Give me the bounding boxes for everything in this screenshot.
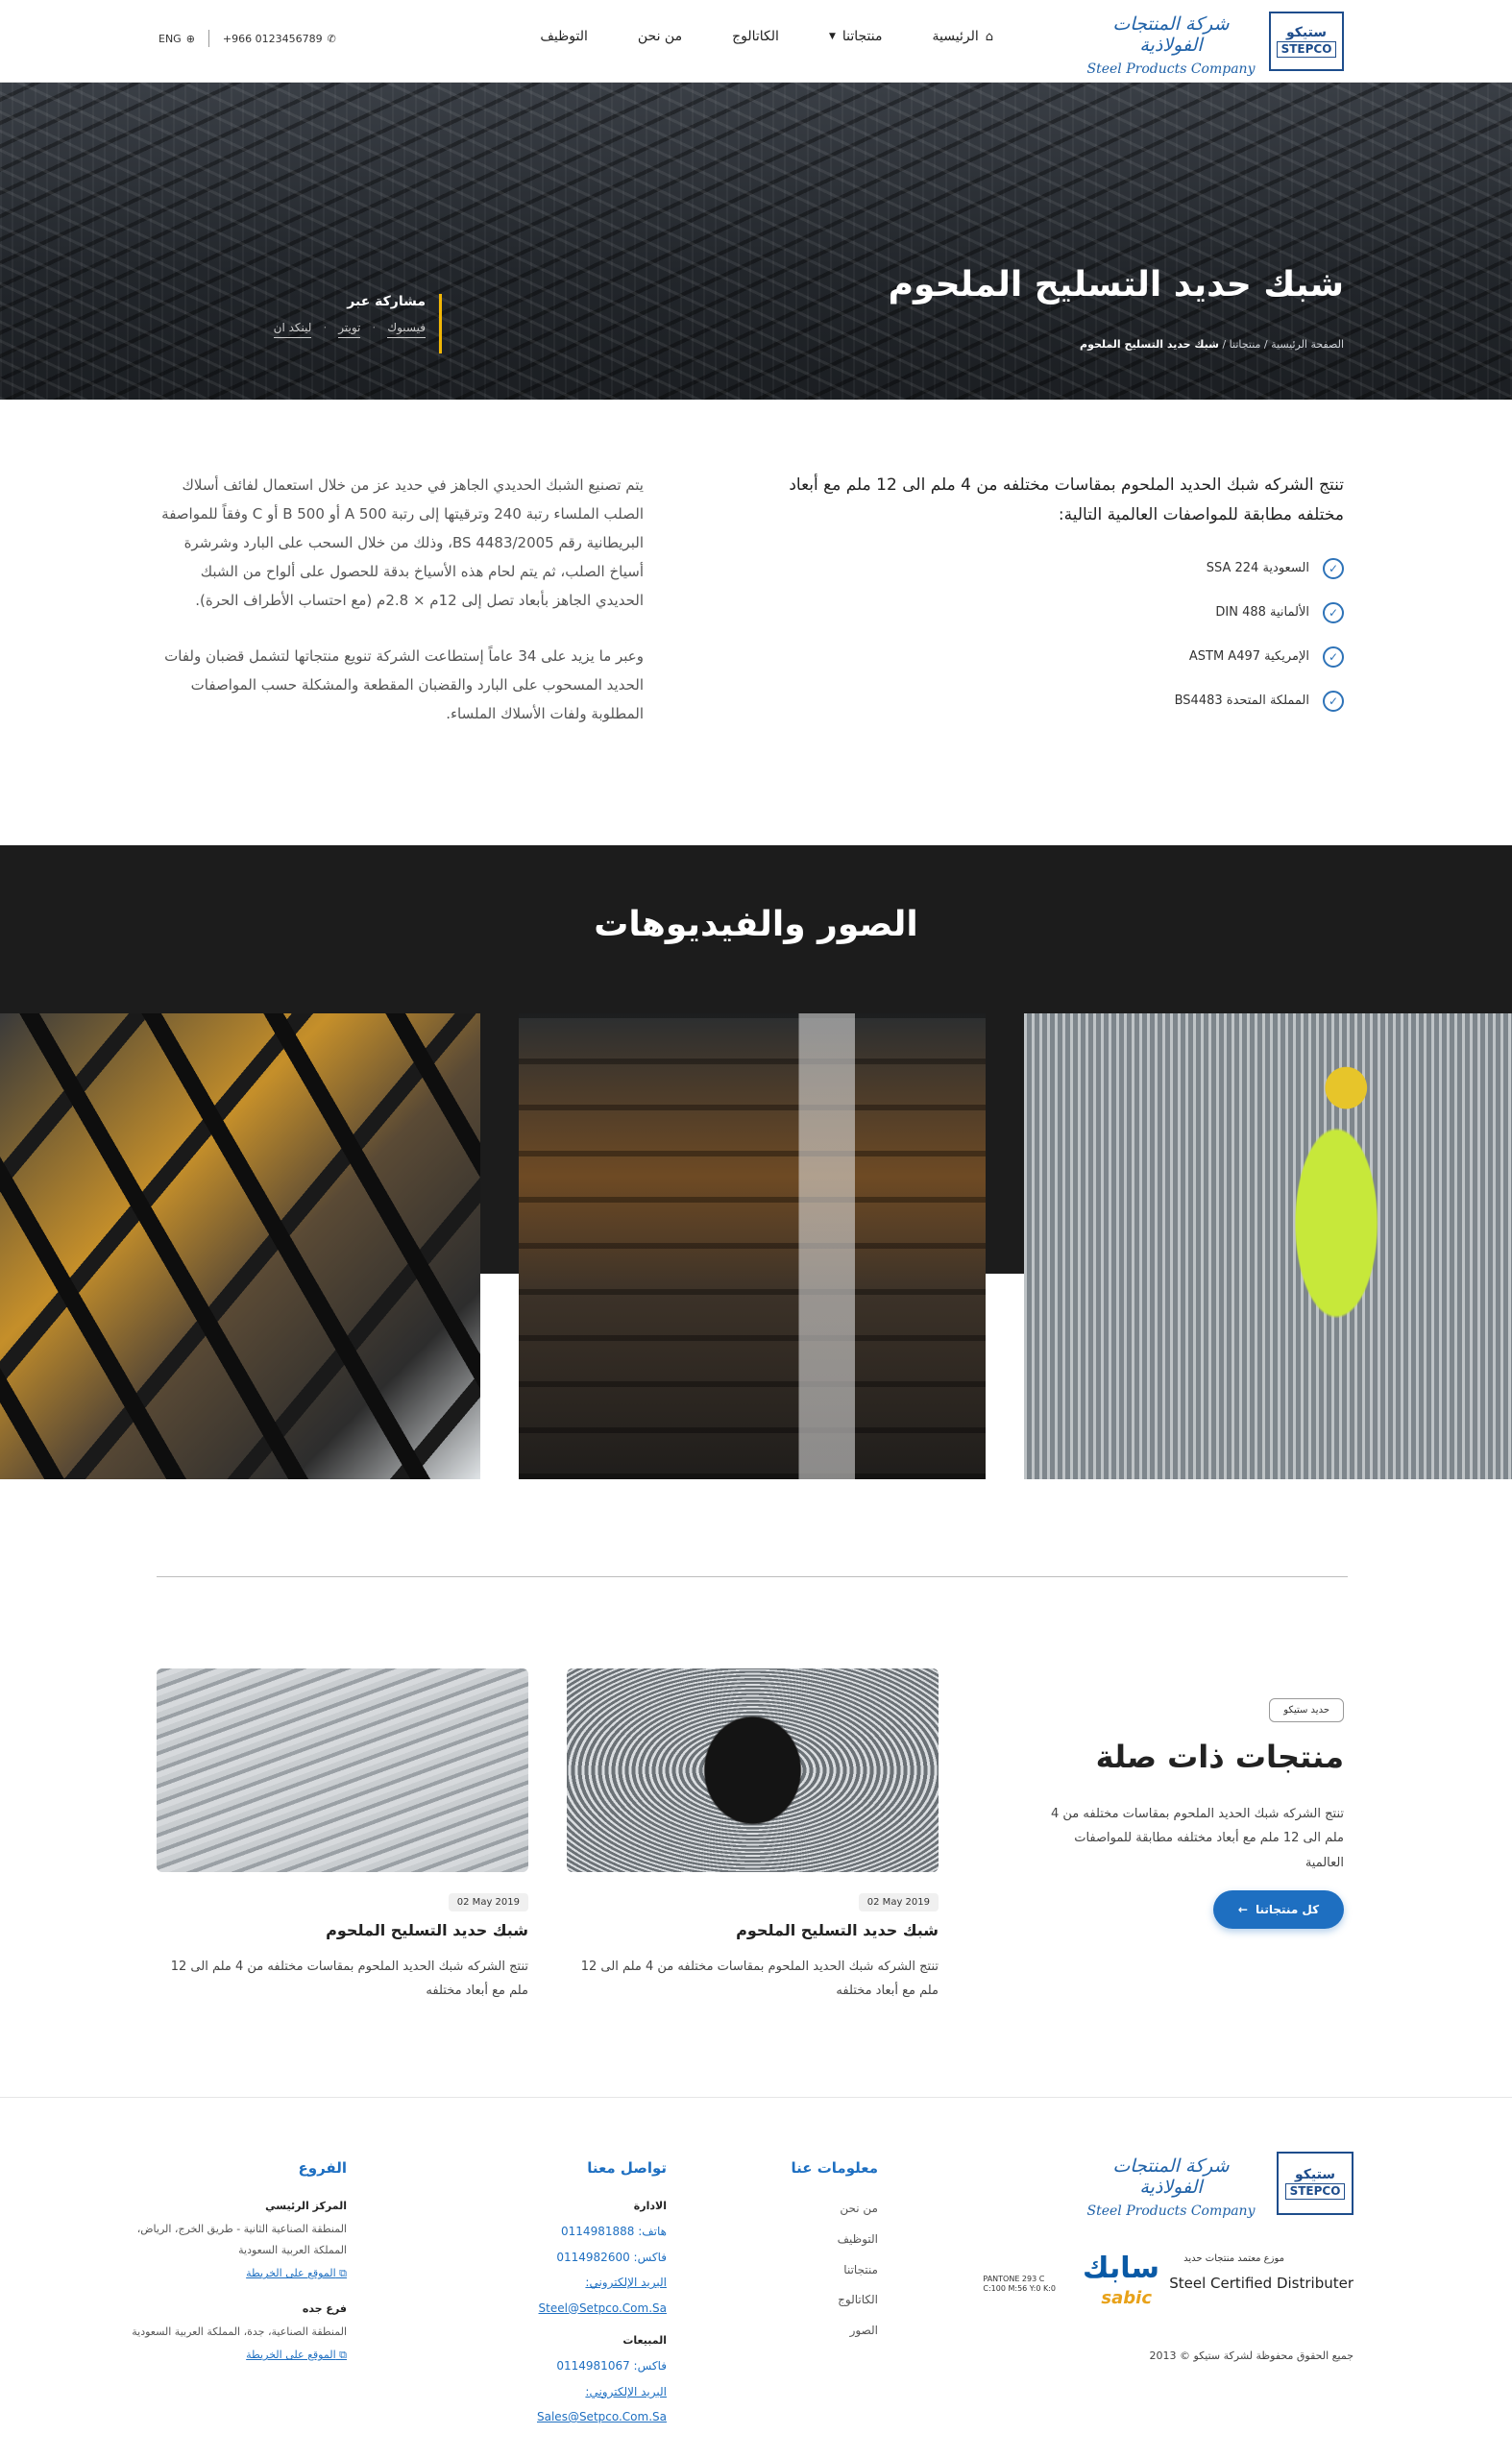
nav-about-label: من نحن	[637, 29, 683, 44]
all-products-label: كل منتجاتنا	[1255, 1903, 1320, 1916]
nav-about[interactable]	[638, 29, 682, 44]
utility-divider	[208, 30, 209, 47]
card-image-steel-bars[interactable]	[157, 1668, 528, 1872]
footer-link-careers[interactable]: التوظيف	[837, 2231, 878, 2246]
card-image-wire-coils[interactable]	[567, 1668, 939, 1872]
media-title: الصور والفيديوهات	[594, 905, 918, 944]
spec-label: الإمريكية ASTM A497	[1188, 649, 1309, 665]
chevron-down-icon: ▼	[828, 32, 836, 41]
footer-about-title: معلومات عنا	[791, 2159, 878, 2177]
product-card[interactable]	[567, 1668, 939, 2004]
media-gallery	[0, 845, 1512, 1479]
nav-careers[interactable]	[540, 29, 587, 44]
breadcrumb-path[interactable]: الصفحة الرئيسية / منتجاتنا /	[1222, 338, 1344, 351]
spec-label: السعودية SSA 224	[1206, 561, 1309, 576]
footer-logo[interactable]	[1065, 2152, 1353, 2219]
spec-item	[768, 646, 1344, 668]
section-divider	[157, 1576, 1348, 1577]
arrow-left-icon: ←	[1237, 1903, 1248, 1916]
footer-link-about[interactable]: من نحن	[840, 2202, 878, 2215]
sabic-logo-arabic: سابك	[1083, 2252, 1159, 2285]
card-title[interactable]: شبك حديد التسليح الملحوم	[326, 1921, 528, 1939]
logo-arabic-text: شركة المنتجات الفولاذية	[1112, 13, 1230, 56]
main-nav	[490, 29, 993, 44]
jeddah-map-link[interactable]	[126, 2343, 347, 2368]
share-twitter[interactable]: تويتر	[338, 321, 360, 338]
sales-label: المبيعات	[622, 2333, 667, 2347]
jeddah-address: المنطقة الصناعية، جدة، المملكة العربية السعودية	[132, 2325, 347, 2339]
footer-branches-title: الفروع	[298, 2159, 347, 2177]
nav-home-label: الرئيسية	[932, 29, 979, 44]
spec-item	[768, 691, 1344, 712]
product-card[interactable]	[157, 1668, 528, 2004]
logo-mark	[1277, 2152, 1353, 2215]
related-description: تنتج الشركه شبك الحديد الملحوم بمقاسات مختلفه من 4 ملم الى 12 ملم مع أبعاد مختلفه مطابقة للمواصفات العالمية	[1051, 1807, 1344, 1870]
gallery-photo-factory[interactable]	[519, 1013, 986, 1479]
logo-english-text: Steel Products Company	[1086, 61, 1256, 77]
globe-icon: ⊕	[185, 32, 195, 45]
hq-address: المنطقة الصناعية الثانية - طريق الخرج، الرياض، المملكة العربية السعودية	[136, 2223, 347, 2257]
logo-box-arabic: ستيكو	[1285, 24, 1328, 40]
phone-icon: ✆	[327, 32, 336, 45]
card-title[interactable]: شبك حديد التسليح الملحوم	[736, 1921, 939, 1939]
nav-products-label: منتجاتنا	[841, 29, 883, 44]
sales-email[interactable]: البريد الإلكتروني: Sales@Setpco.Com.Sa	[537, 2384, 667, 2424]
admin-email[interactable]: البريد الإلكتروني: Steel@Setpco.Com.Sa	[538, 2276, 667, 2315]
spec-list	[768, 558, 1344, 712]
share-links	[250, 321, 426, 338]
nav-careers-label: التوظيف	[540, 29, 588, 44]
spec-item	[768, 558, 1344, 579]
share-facebook[interactable]: فيسبوك	[387, 321, 426, 338]
all-products-button[interactable]	[1213, 1890, 1344, 1929]
footer-branches	[126, 2159, 347, 2369]
footer-link-catalog[interactable]: الكاتالوج	[838, 2293, 878, 2307]
phone-number: +966 0123456789	[222, 32, 323, 45]
check-circle-icon: ✓	[1323, 558, 1344, 579]
logo-wordmark	[1085, 13, 1257, 77]
map-link-label: الموقع على الخريطة	[246, 2267, 336, 2280]
intro-main	[768, 471, 1344, 735]
sales-fax: فاكس: 0114981067	[556, 2359, 667, 2374]
nav-products[interactable]	[829, 29, 883, 44]
breadcrumb	[1080, 338, 1344, 351]
spec-item	[768, 602, 1344, 623]
external-link-icon: ⧉	[335, 2267, 347, 2280]
sabic-certified-text: Steel Certified Distributer	[1169, 2275, 1353, 2292]
language-label: ENG	[159, 32, 182, 45]
header-utility	[159, 30, 336, 47]
copyright-text: جميع الحقوق محفوظة لشركة ستيكو © 2013	[1149, 2349, 1353, 2362]
check-circle-icon: ✓	[1323, 646, 1344, 668]
intro-lead: تنتج الشركه شبك الحديد الملحوم بمقاسات مختلفه من 4 ملم الى 12 ملم مع أبعاد مختلفه مطابقة للمواصفات العالمية التالية:	[789, 475, 1344, 525]
spec-label: الألمانية DIN 488	[1215, 605, 1309, 621]
admin-label: الادارة	[633, 2200, 667, 2212]
share-title: مشاركة عبر	[347, 294, 426, 309]
nav-catalog-label: الكاتالوج	[732, 29, 779, 44]
jeddah-label: فرع جده	[302, 2301, 347, 2315]
related-title: منتجات ذات صلة	[1095, 1739, 1344, 1775]
hq-map-link[interactable]	[126, 2261, 347, 2286]
intro-paragraph-1: يتم تصنيع الشبك الحديدي الجاهز في حديد عز من خلال استعمال لفائف أسلاك الصلب الملساء رتبة 240 وترقيتها إلى رتبة A 500 أو B 500 أو C وفقاً للمواصفة البريطانية رقم BS 4483/2005، وذلك من خلال السحب على البارد وشرشرة أسياخ الصلب، ثم يتم لحام هذه الأسياخ بدقة للحصول على ألواح من الشبك الحديدي الجاهز بأبعاد تصل إلى 12م × 2.8م (مع احتساب الأطراف الحرة).	[161, 476, 644, 609]
pantone-line-2: C:100 M:56 Y:0 K:0	[983, 2284, 1056, 2294]
pantone-line-1: PANTONE 293 C	[983, 2275, 1045, 2283]
logo-wordmark	[1085, 2155, 1257, 2219]
sabic-logo-english: sabic	[1101, 2288, 1152, 2308]
card-date: 02 May 2019	[859, 1893, 939, 1911]
company-logo[interactable]	[1085, 12, 1344, 77]
breadcrumb-current: شبك حديد التسليح الملحوم	[1080, 338, 1219, 351]
footer-contact-title: تواصل معنا	[587, 2159, 667, 2177]
card-description: تنتج الشركه شبك الحديد الملحوم بمقاسات مختلفه من 4 ملم الى 12 ملم مع أبعاد مختلفه	[170, 1960, 528, 1999]
admin-phone[interactable]: هاتف: 0114981888	[561, 2225, 667, 2239]
related-tag: حديد ستيكو	[1269, 1698, 1344, 1722]
hq-label: المركز الرئيسي	[265, 2200, 347, 2212]
intro-details	[154, 471, 644, 728]
page-title: شبك حديد التسليح الملحوم	[888, 265, 1344, 304]
pantone-info	[983, 2275, 1056, 2295]
gallery-photo-worker[interactable]	[1024, 1013, 1512, 1479]
check-circle-icon: ✓	[1323, 602, 1344, 623]
phone-link[interactable]	[223, 33, 336, 45]
card-description: تنتج الشركه شبك الحديد الملحوم بمقاسات مختلفه من 4 ملم الى 12 ملم مع أبعاد مختلفه	[580, 1960, 939, 1999]
logo-box-english: STEPCO	[1277, 41, 1337, 59]
map-link-label: الموقع على الخريطة	[246, 2349, 336, 2362]
gallery-photo-steel-structure[interactable]	[0, 1013, 480, 1479]
logo-english-text: Steel Products Company	[1086, 2203, 1256, 2219]
intro-paragraph-2: وعبر ما يزيد على 34 عاماً إستطاعت الشركة تنويع منتجاتها لتشمل قضبان ولفات الحديد المسحوب على البارد والقضبان المقطعة والمشكلة حسب المواصفات المطلوبة ولفات الأسلاك الملساء.	[164, 647, 644, 722]
admin-fax: فاكس: 0114982600	[556, 2250, 667, 2264]
sabic-tagline: موزع معتمد منتجات حديد	[1183, 2253, 1284, 2264]
language-switch[interactable]	[159, 33, 195, 45]
site-footer	[0, 2097, 1512, 2459]
share-linkedin[interactable]: لينكد ان	[274, 321, 312, 338]
sabic-certification	[969, 2252, 1353, 2309]
footer-link-products[interactable]: منتجاتنا	[843, 2262, 878, 2276]
footer-about	[753, 2159, 878, 2347]
nav-home[interactable]	[933, 29, 994, 44]
logo-box-english: STEPCO	[1285, 2183, 1346, 2201]
share-separator: ·	[323, 321, 328, 334]
spec-label: المملكة المتحدة BS4483	[1174, 694, 1309, 709]
external-link-icon: ⧉	[335, 2349, 347, 2362]
share-separator: ·	[372, 321, 377, 334]
footer-link-photos[interactable]: الصور	[849, 2324, 878, 2338]
site-header	[0, 0, 1512, 83]
nav-catalog[interactable]	[732, 29, 779, 44]
share-box	[250, 294, 442, 353]
logo-mark	[1269, 12, 1344, 71]
page-hero	[0, 83, 1512, 400]
check-circle-icon: ✓	[1323, 691, 1344, 712]
logo-arabic-text: شركة المنتجات الفولاذية	[1112, 2155, 1230, 2198]
home-icon: ⌂	[985, 29, 993, 44]
footer-contact	[475, 2159, 667, 2430]
logo-box-arabic: ستيكو	[1294, 2166, 1336, 2182]
card-date: 02 May 2019	[449, 1893, 528, 1911]
